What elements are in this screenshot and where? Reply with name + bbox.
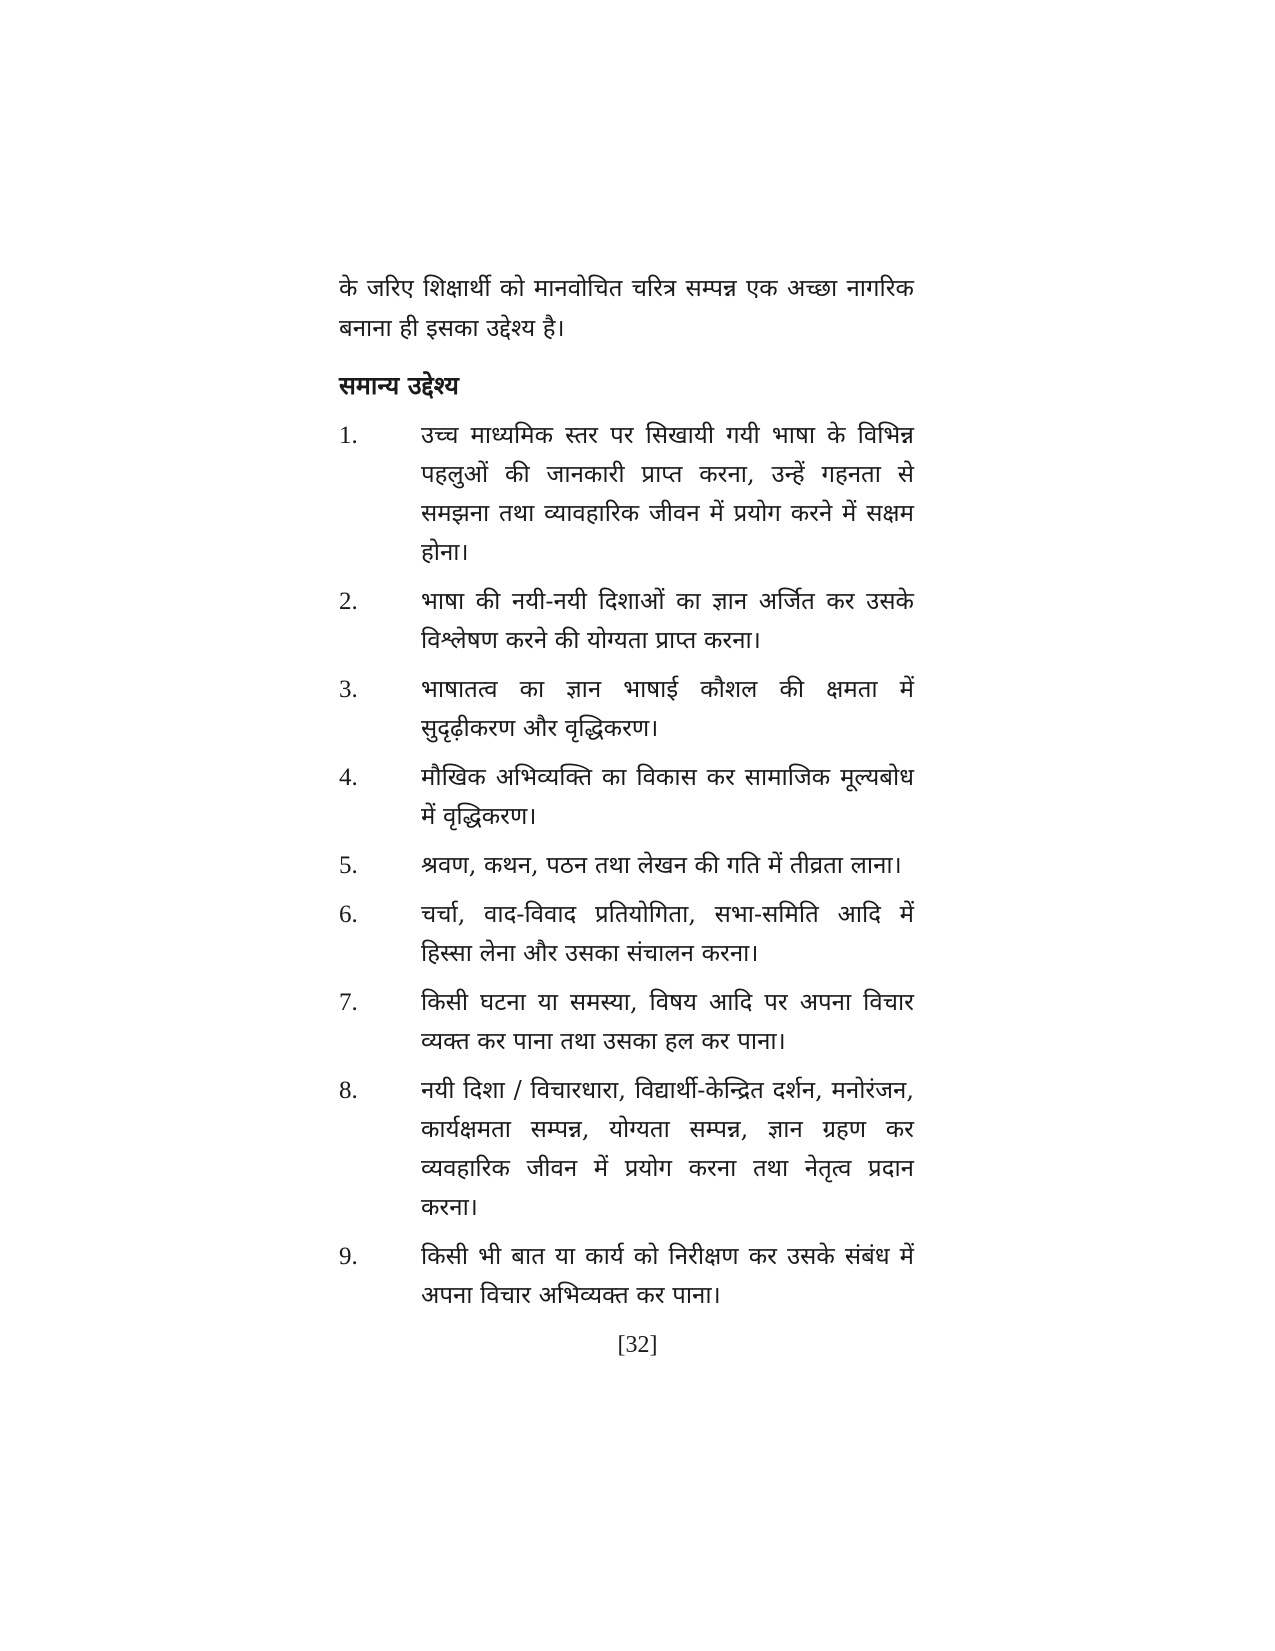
objective-text: नयी दिशा / विचारधारा, विद्यार्थी-केन्द्रित दर्शन, मनोरंजन, कार्यक्षमता सम्पन्न, योग्यता सम्पन्न, ज्ञान ग्रहण कर व्यवहारिक जीवन में प्रयोग करना तथा नेतृत्व प्रदान करना। — [421, 1076, 914, 1221]
objective-text: भाषातत्व का ज्ञान भाषाई कौशल की क्षमता में सुदृढ़ीकरण और वृद्धिकरण। — [421, 675, 914, 742]
objective-item — [339, 670, 914, 748]
objective-number: 6. — [339, 901, 358, 928]
objective-item — [339, 416, 914, 572]
objective-number: 5. — [339, 852, 358, 879]
objective-number: 8. — [339, 1077, 358, 1104]
page-number: [32] — [617, 1332, 658, 1358]
objective-text: भाषा की नयी-नयी दिशाओं का ज्ञान अर्जित कर उसके विश्लेषण करने की योग्यता प्राप्त करना। — [421, 587, 914, 654]
intro-paragraph: के जरिए शिक्षार्थी को मानवोचित चरित्र सम्पन्न एक अच्छा नागरिक बनाना ही इसका उद्देश्य है। — [339, 274, 914, 342]
objective-item — [339, 1237, 914, 1315]
objective-number: 9. — [339, 1243, 358, 1270]
objective-number: 4. — [339, 764, 358, 791]
objective-number: 1. — [339, 422, 358, 449]
objective-item — [339, 895, 914, 973]
objective-item — [339, 758, 914, 836]
objectives-list — [339, 416, 914, 1325]
objective-text: उच्च माध्यमिक स्तर पर सिखायी गयी भाषा के विभिन्न पहलुओं की जानकारी प्राप्त करना, उन्हें गहनता से समझना तथा व्यावहारिक जीवन में प्रयोग करने में सक्षम होना। — [421, 421, 914, 566]
objective-text: किसी भी बात या कार्य को निरीक्षण कर उसके संबंध में अपना विचार अभिव्यक्त कर पाना। — [421, 1242, 914, 1309]
objective-text: चर्चा, वाद-विवाद प्रतियोगिता, सभा-समिति आदि में हिस्सा लेना और उसका संचालन करना। — [421, 900, 914, 967]
objective-number: 3. — [339, 676, 358, 703]
objective-number: 2. — [339, 588, 358, 615]
objective-item — [339, 846, 914, 885]
objective-item — [339, 582, 914, 660]
objective-item — [339, 1071, 914, 1227]
section-heading: समान्य उद्देश्य — [339, 371, 459, 400]
objective-text: मौखिक अभिव्यक्ति का विकास कर सामाजिक मूल्यबोध में वृद्धिकरण। — [421, 763, 914, 830]
objective-text: किसी घटना या समस्या, विषय आदि पर अपना विचार व्यक्त कर पाना तथा उसका हल कर पाना। — [421, 988, 914, 1055]
objective-item — [339, 983, 914, 1061]
objective-number: 7. — [339, 989, 358, 1016]
objective-text: श्रवण, कथन, पठन तथा लेखन की गति में तीव्रता लाना। — [421, 851, 902, 879]
